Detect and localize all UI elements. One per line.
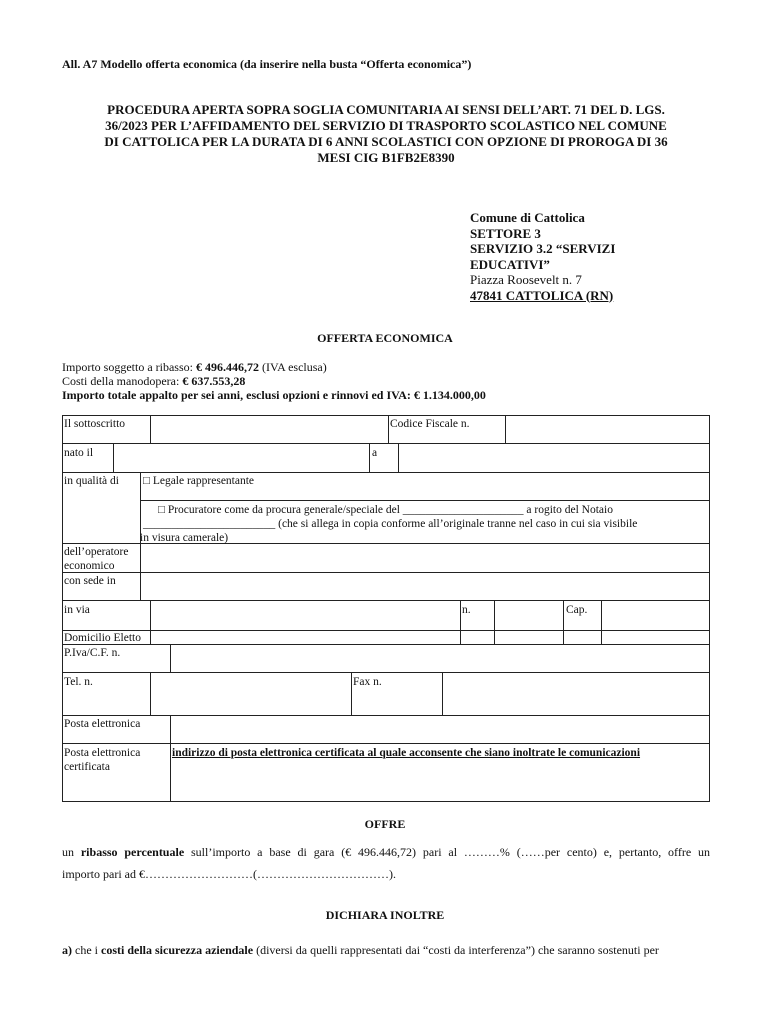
amount-manodopera-value: € 637.553,28 [182, 374, 246, 388]
label-domicilio: Domicilio Eletto [64, 632, 141, 644]
table-line [62, 600, 710, 601]
option-procuratore[interactable] [140, 503, 709, 545]
label-via: in via [64, 604, 90, 616]
table-line [62, 644, 710, 645]
procedure-title [62, 102, 710, 166]
label-a: a [372, 447, 378, 459]
table-line [351, 672, 352, 715]
label-tel: Tel. n. [64, 676, 93, 688]
label-sede: con sede in [64, 575, 116, 587]
dichiara-heading: DICHIARA INOLTRE [325, 908, 445, 922]
offre-text-pre: un [62, 845, 81, 859]
recipient-city: 47841 CATTOLICA (RN) [470, 287, 614, 303]
dichiara-a-label: a) [62, 943, 72, 957]
table-line [150, 672, 151, 715]
label-email: Posta elettronica [64, 718, 141, 730]
table-line [505, 415, 506, 443]
procedure-title-line: DI CATTOLICA PER LA DURATA DI 6 ANNI SCOLASTICI CON OPZIONE DI PROROGA DI 36 [104, 134, 668, 149]
recipient-service: SERVIZIO 3.2 “SERVIZI [470, 241, 616, 256]
amount-manodopera-label: Costi della manodopera: [62, 374, 183, 388]
table-line [494, 600, 495, 644]
label-pec [64, 746, 140, 774]
table-line [150, 600, 151, 644]
amount-ribasso-value: € 496.446,72 [195, 360, 259, 374]
offer-heading: OFFERTA ECONOMICA [317, 331, 453, 345]
table-line [62, 415, 63, 802]
table-line [601, 600, 602, 644]
table-line [369, 443, 370, 472]
label-numero: n. [462, 604, 471, 616]
offre-paragraph [62, 845, 710, 860]
label-operatore-line: economico [64, 560, 115, 572]
offre-heading: OFFRE [364, 817, 406, 831]
offre-text-post: sull’importo a base di gara (€ 496.446,72) pari al ………% (……per cento) e, pertanto, offre un [184, 845, 711, 859]
offre-text-bold: ribasso percentuale [80, 845, 185, 859]
label-cap: Cap. [566, 604, 588, 616]
label-codice-fiscale: Codice Fiscale n. [390, 418, 470, 430]
recipient-service-cont: EDUCATIVI” [470, 256, 550, 272]
table-line [62, 472, 710, 473]
table-line [62, 415, 710, 416]
table-line [398, 443, 399, 472]
procuratore-line: □ Procuratore come da procura generale/speciale del _____________________ a rogito del Notaio [158, 504, 613, 516]
pec-note: indirizzo di posta elettronica certificata al quale acconsente che siano inoltrate le comunicazioni [172, 747, 641, 759]
amount-manodopera [62, 374, 245, 389]
table-line [442, 672, 443, 715]
procedure-title-line: MESI CIG B1FB2E8390 [317, 150, 455, 165]
table-line [62, 672, 710, 673]
option-legale-rappresentante[interactable]: □ Legale rappresentante [143, 475, 255, 487]
dichiara-a-bold: costi della sicurezza aziendale [101, 943, 254, 957]
table-line [62, 443, 710, 444]
table-line [150, 415, 151, 443]
table-line [62, 572, 710, 573]
label-fax: Fax n. [353, 676, 382, 688]
offre-paragraph-line2: importo pari ad €………………………(……………………………). [62, 867, 396, 881]
label-operatore [64, 545, 129, 573]
procuratore-line: _______________________ (che si allega in copia conforme all’originale tranne nel caso in cui sia visibile [143, 518, 638, 530]
label-piva: P.Iva/C.F. n. [64, 647, 121, 659]
table-line [62, 801, 710, 802]
dichiara-a-pre: che i [72, 943, 101, 957]
table-line [140, 500, 710, 501]
amount-ribasso-label: Importo soggetto a ribasso: [62, 360, 196, 374]
table-line [170, 715, 171, 801]
dichiara-a-post: (diversi da quelli rappresentati dai “costi da interferenza”) che saranno sostenuti per [253, 943, 659, 957]
label-pec-line: certificata [64, 761, 110, 773]
procedure-title-line: PROCEDURA APERTA SOPRA SOGLIA COMUNITARIA AI SENSI DELL’ART. 71 DEL D. LGS. [107, 102, 665, 117]
table-line [709, 415, 710, 802]
label-sottoscritto: Il sottoscritto [64, 418, 126, 430]
table-line [388, 415, 389, 443]
amount-total: Importo totale appalto per sei anni, esclusi opzioni e rinnovi ed IVA: € 1.134.000,00 [62, 388, 486, 402]
table-line [62, 630, 710, 631]
table-line [460, 600, 461, 644]
table-line [62, 715, 710, 716]
label-nato-il: nato il [64, 447, 94, 459]
attachment-header: All. A7 Modello offerta economica (da inserire nella busta “Offerta economica”) [62, 57, 472, 71]
label-operatore-line: dell’operatore [64, 546, 129, 558]
label-in-qualita: in qualità di [64, 475, 119, 487]
label-pec-line: Posta elettronica [64, 747, 141, 759]
recipient-name: Comune di Cattolica [470, 210, 585, 225]
amount-ribasso-note: (IVA esclusa) [258, 360, 327, 374]
procedure-title-line: 36/2023 PER L’AFFIDAMENTO DEL SERVIZIO DI TRASPORTO SCOLASTICO NEL COMUNE [105, 118, 667, 133]
table-line [62, 743, 710, 744]
recipient-address [470, 210, 615, 303]
table-line [113, 443, 114, 472]
recipient-street: Piazza Roosevelt n. 7 [470, 272, 582, 287]
recipient-sector: SETTORE 3 [470, 225, 541, 241]
table-line [170, 644, 171, 672]
procuratore-line: in visura camerale) [140, 532, 229, 544]
amount-ribasso [62, 360, 327, 375]
table-line [563, 600, 564, 644]
dichiara-item-a [62, 943, 710, 958]
